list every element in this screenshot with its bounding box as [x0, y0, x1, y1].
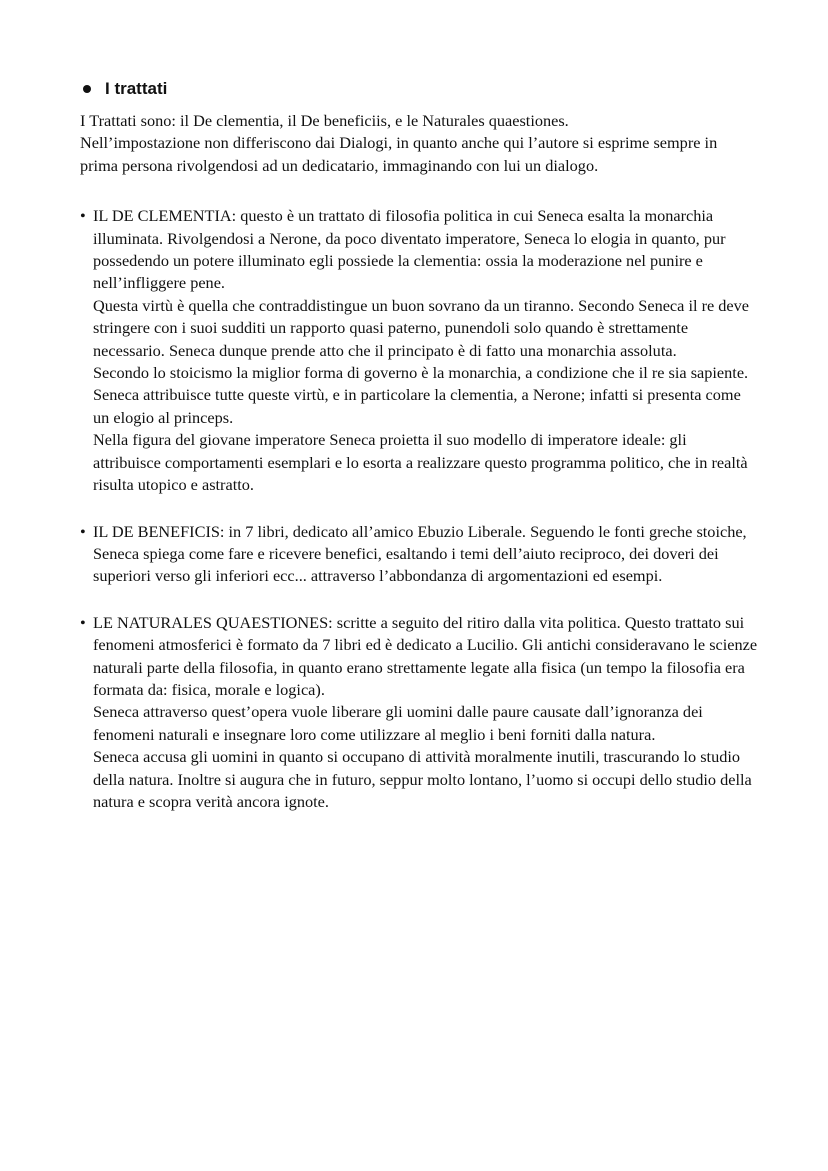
bullet-icon: • — [80, 206, 86, 226]
section-heading-text: I trattati — [105, 79, 168, 98]
list-item-de-beneficiis — [80, 521, 758, 588]
intro-line: I Trattati sono: il De clementia, il De beneficiis, e le Naturales quaestiones. — [80, 111, 569, 130]
item-paragraph: LE NATURALES QUAESTIONES: scritte a seguito del ritiro dalla vita politica. Questo trattato sui fenomeni atmosferici è formato da 7 libri ed è dedicato a Lucilio. Gli antichi consideravano le scienze naturali parte della filosofia, in quanto erano strettamente legate alla fisica (un tempo la filosofia era formata da: fisica, morale e logica). — [93, 612, 758, 699]
intro-line: Nell’impostazione non differiscono dai Dialogi, in quanto anche qui l’autore si esprime sempre in prima persona rivolgendosi ad un dedicatario, immaginando con lui un dialogo. — [80, 133, 718, 175]
item-paragraph: Questa virtù è quella che contraddistingue un buon sovrano da un tiranno. Secondo Seneca il re deve stringere con i suoi sudditi un rapporto quasi paterno, punendoli solo quando è strettamente necessario. Seneca dunque prende atto che il principato è di fatto una monarchia assoluta. — [93, 295, 750, 360]
intro-paragraph — [80, 110, 758, 177]
heading-bullet-icon — [83, 85, 91, 93]
bullet-icon: • — [80, 612, 86, 632]
item-paragraph: Seneca attraverso quest’opera vuole liberare gli uomini dalle paure causate dall’ignoranza dei fenomeni naturali e insegnare loro come utilizzare al meglio i beni forniti dalla natura. — [93, 702, 703, 744]
item-paragraph: Seneca accusa gli uomini in quanto si occupano di attività moralmente inutili, trascurando lo studio della natura. Inoltre si augura che in futuro, seppur molto lontano, l’uomo si occupi dello studio della natura e scopra verità ancora ignote. — [93, 747, 752, 811]
item-paragraph: Secondo lo stoicismo la miglior forma di governo è la monarchia, a condizione che il re sia sapiente. Seneca attribuisce tutte queste virtù, e in particolare la clementia, a Nerone; infatti si presenta come un elogio al princeps. — [93, 363, 749, 427]
item-paragraph: IL DE BENEFICIS: in 7 libri, dedicato all’amico Ebuzio Liberale. Seguendo le fonti greche stoiche, Seneca spiega come fare e ricevere benefici, esaltando i temi dell’aiuto reciproco, dei doveri dei superiori verso gli inferiori ecc... attraverso l’abbondanza di argomentazioni ed esempi. — [93, 521, 747, 586]
list-item-naturales-quaestiones — [80, 612, 758, 814]
treatise-list — [80, 205, 758, 813]
section-heading — [80, 78, 758, 100]
bullet-icon: • — [80, 521, 86, 541]
item-paragraph: Nella figura del giovane imperatore Seneca proietta il suo modello di imperatore ideale: gli attribuisce comportamenti esemplari e lo esorta a realizzare questo programma politico, che in realtà risulta utopico e astratto. — [93, 430, 748, 495]
item-paragraph: IL DE CLEMENTIA: questo è un trattato di filosofia politica in cui Seneca esalta la monarchia illuminata. Rivolgendosi a Nerone, da poco diventato imperatore, Seneca lo elogia in quanto, pur possedendo un potere illuminato egli possiede la clementia: ossia la moderazione nel punire e nell’infliggere pene. — [93, 206, 726, 293]
list-item-de-clementia — [80, 205, 758, 496]
